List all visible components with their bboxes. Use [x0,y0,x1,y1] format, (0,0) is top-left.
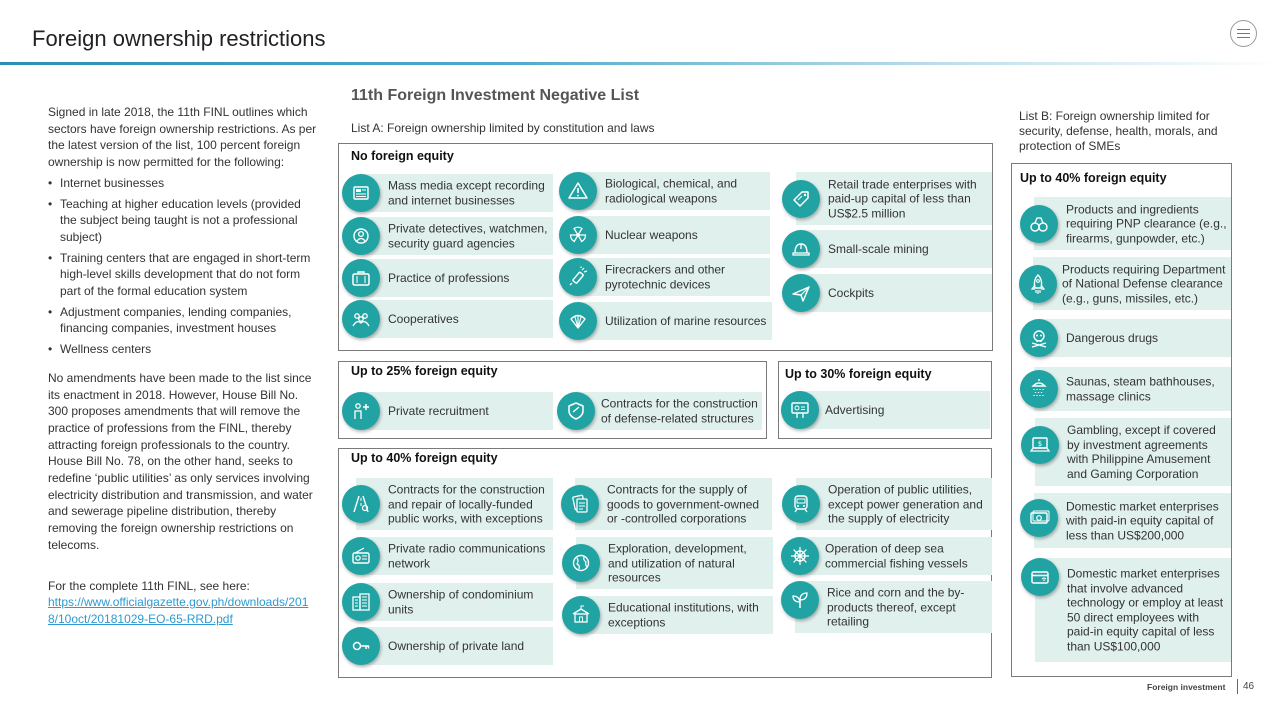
equity-25-heading: Up to 25% foreign equity [351,364,498,378]
list-item: Ownership of private land [342,627,553,665]
list-item: Private detectives, watchmen, security guard agencies [342,217,553,255]
globe-icon [562,544,600,582]
list-item: Advertising [781,391,990,429]
list-item: Rice and corn and the by-products thereof, except retailing [781,581,992,633]
warning-icon [559,172,597,210]
list-b-label: List B: Foreign ownership limited for security, defense, health, morals, and protection of SMEs [1019,109,1218,153]
plant-icon [781,581,819,619]
recruit-person-icon [342,392,380,430]
equity-30-heading: Up to 30% foreign equity [785,367,932,381]
list-item: • Wellness centers [48,341,318,358]
list-item: Cooperatives [342,300,553,338]
radiation-icon [559,216,597,254]
ship-wheel-icon [781,537,819,575]
rocket-icon [1019,265,1057,303]
list-item: Utilization of marine resources [559,302,772,340]
list-item: Products and ingredients requiring PNP clearance (e.g., firearms, gunpowder, etc.) [1020,197,1231,250]
equity-40-heading: Up to 40% foreign equity [351,451,498,465]
finl-link[interactable]: https://www.officialgazette.gov.ph/downloads/2018/10oct/20181029-EO-65-RRD.pdf [48,595,309,626]
newspaper-icon [342,174,380,212]
shield-icon [557,392,595,430]
list-item: Small-scale mining [782,230,992,268]
hard-hat-icon [782,230,820,268]
train-icon [782,485,820,523]
list-item: Biological, chemical, and radiological weapons [559,172,770,210]
list-item: Contracts for the supply of goods to government-owned or -controlled corporations [561,478,772,530]
list-item: Cockpits [782,274,992,312]
list-item: Nuclear weapons [559,216,770,254]
key-icon [342,627,380,665]
list-item: • Training centers that are engaged in short-term high-level skills development that do not form part of the formal education system [48,250,318,300]
list-item: Practice of professions [342,259,553,297]
list-item: • Internet businesses [48,175,318,192]
title-underline [0,62,1280,65]
poison-icon [1020,319,1058,357]
list-item: • Adjustment companies, lending companies, financing companies, investment houses [48,304,318,337]
menu-icon [1237,29,1250,30]
credit-card-icon [1021,558,1059,596]
documents-icon [561,485,599,523]
intro-paragraph: Signed in late 2018, the 11th FINL outlines which sectors have foreign ownership restrictions. As per the latest version of the list, 100 percent foreign ownership is now permitted for the following: [48,105,317,170]
list-item: Mass media except recording and internet businesses [342,174,553,212]
permitted-list [48,175,318,358]
page-title: Foreign ownership restrictions [32,26,326,51]
list-item: Gambling, except if covered by investment agreements with Philippine Amusement and Gaming Corporation [1021,418,1231,486]
amendments-paragraph: No amendments have been made to the list since its enactment in 2018. However, House Bill No. 300 proposes amendments that will remove the practice of professions from the FINL, thereby attracting foreign professionals to the country. House Bill No. 78, on the other hand, seeks to redefine ‘public utilities’ as only services involving electricity distribution and transmission, and water and sewerage pipeline distribution, thereby removing the foreign ownership restrictions on telecoms. [48,370,313,552]
cash-icon [1020,499,1058,537]
menu-button[interactable] [1230,20,1257,47]
list-item: Operation of public utilities, except power generation and the supply of electricity [782,478,992,530]
billboard-icon [781,391,819,429]
list-item: Contracts for the construction and repair of locally-funded public works, with exceptions [342,478,553,530]
page-number: 46 [1243,681,1255,692]
list-item: Operation of deep sea commercial fishing vessels [781,537,992,575]
road-works-icon [342,485,380,523]
list-item: Domestic market enterprises with paid-in equity capital of less than US$200,000 [1020,493,1231,548]
list-item: Saunas, steam bathhouses, massage clinics [1020,367,1231,411]
buildings-icon [342,583,380,621]
list-item: • Teaching at higher education levels (provided the subject being taught is not a professional subject) [48,196,318,246]
list-item: Products requiring Department of National Defense clearance (e.g., guns, missiles, etc.) [1019,257,1231,310]
list-item: Private radio communications network [342,537,553,575]
list-item: Firecrackers and other pyrotechnic devices [559,258,770,296]
list-item: Domestic market enterprises that involve advanced technology or employ at least 50 direct employees with paid-in equity capital of less than US$100,000 [1021,558,1231,662]
footer-divider [1237,679,1238,694]
shell-icon [559,302,597,340]
footer-section-label: Foreign investment [1147,682,1226,692]
people-group-icon [342,300,380,338]
briefcase-icon [342,259,380,297]
no-foreign-equity-heading: No foreign equity [351,149,454,163]
school-icon [562,596,600,634]
list-item: Private recruitment [342,392,553,430]
list-item: Retail trade enterprises with paid-up capital of less than US$2.5 million [782,172,992,225]
intro-column [48,104,318,628]
list-item: Educational institutions, with exceptions [562,596,773,634]
list-item: Exploration, development, and utilization of natural resources [562,537,773,589]
list-a-label: List A: Foreign ownership limited by constitution and laws [351,121,655,135]
handcuffs-icon [1020,205,1058,243]
laptop-money-icon [1021,426,1059,464]
radio-icon [342,537,380,575]
firecracker-icon [559,258,597,296]
detective-icon [342,217,380,255]
list-item: Dangerous drugs [1020,319,1231,357]
list-b-heading: Up to 40% foreign equity [1020,171,1167,185]
list-item: Contracts for the construction of defense-related structures [557,392,762,430]
reference-label: For the complete 11th FINL, see here: [48,578,250,593]
list-item: Ownership of condominium units [342,583,553,621]
airplane-icon [782,274,820,312]
shower-icon [1020,370,1058,408]
section-title: 11th Foreign Investment Negative List [351,87,640,104]
price-tag-icon [782,180,820,218]
